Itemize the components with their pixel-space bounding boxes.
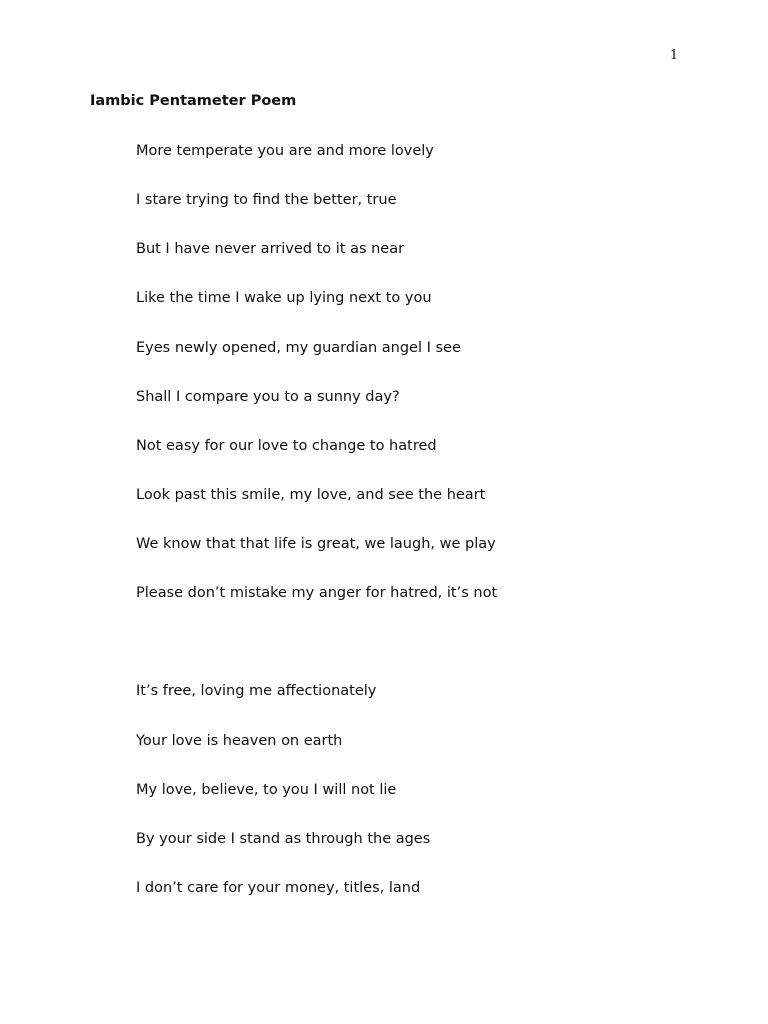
poem-line: I don’t care for your money, titles, land (136, 880, 421, 896)
poem-line: More temperate you are and more lovely (136, 143, 434, 159)
poem-line: By your side I stand as through the ages (136, 831, 431, 847)
poem-line: Not easy for our love to change to hatred (136, 438, 437, 454)
poem-line: Your love is heaven on earth (136, 733, 343, 749)
poem-line: Shall I compare you to a sunny day? (136, 389, 400, 405)
page-title: Iambic Pentameter Poem (90, 93, 297, 109)
page-number: 1 (669, 48, 679, 63)
poem-line: Eyes newly opened, my guardian angel I see (136, 340, 461, 356)
poem-line: My love, believe, to you I will not lie (136, 782, 397, 798)
poem-line: We know that that life is great, we laugh, we play (136, 536, 496, 552)
poem-line: It’s free, loving me affectionately (136, 683, 377, 699)
poem-line: Like the time I wake up lying next to you (136, 290, 432, 306)
poem-line: But I have never arrived to it as near (136, 241, 405, 257)
poem-line: Look past this smile, my love, and see the heart (136, 487, 486, 503)
poem-line: I stare trying to find the better, true (136, 192, 397, 208)
poem-line: Please don’t mistake my anger for hatred, it’s not (136, 585, 498, 601)
